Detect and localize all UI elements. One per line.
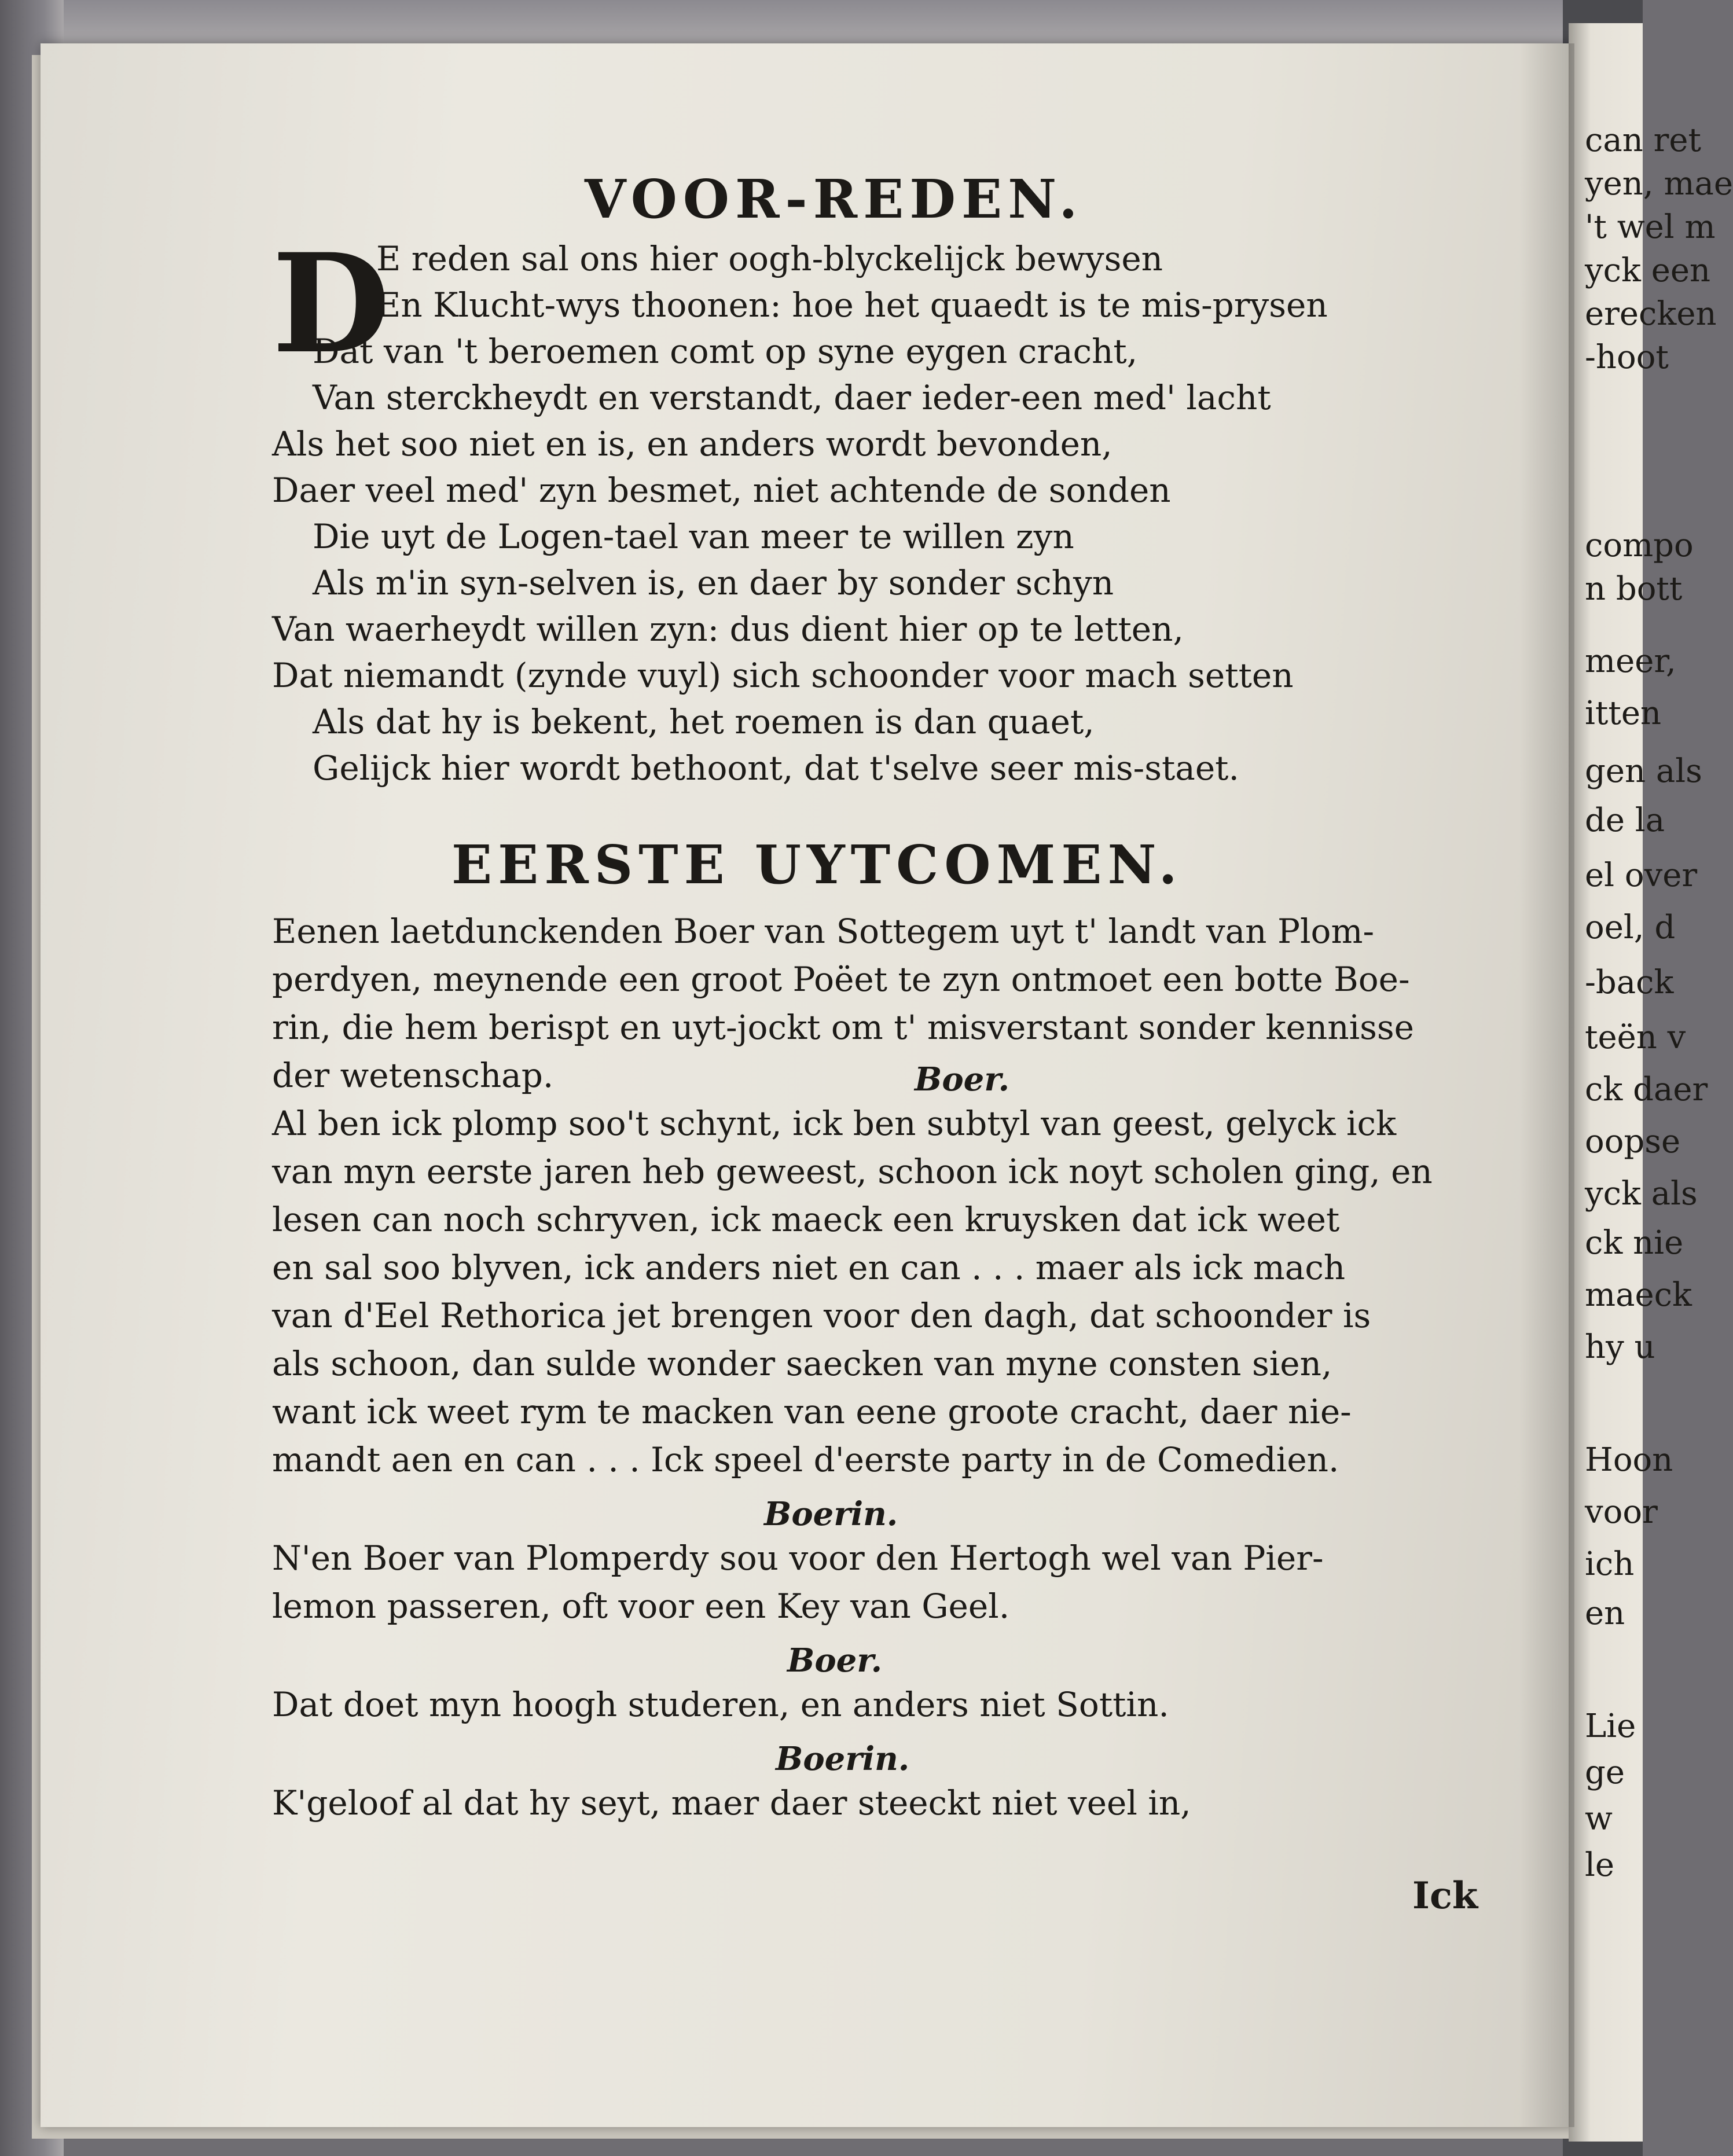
facing-text: 't wel m bbox=[1585, 208, 1716, 246]
verse-line: En Klucht-wys thoonen: hoe het quaedt is te mis-prysen bbox=[376, 285, 1328, 325]
verse-line: Als het soo niet en is, en anders wordt bevonden, bbox=[272, 424, 1113, 464]
preface-heading: VOOR-REDEN. bbox=[585, 168, 1084, 230]
speech-line: Al ben ick plomp soo't schynt, ick ben subtyl van geest, gelyck ick bbox=[272, 1104, 1397, 1143]
facing-text: erecken bbox=[1585, 295, 1717, 333]
verse-line: Als dat hy is bekent, het roemen is dan quaet, bbox=[313, 702, 1095, 741]
catchword: Ick bbox=[1412, 1874, 1478, 1918]
speech-line: K'geloof al dat hy seyt, maer daer steeckt niet veel in, bbox=[272, 1783, 1191, 1823]
scene-heading: EERSTE UYTCOMEN. bbox=[451, 833, 1183, 896]
speech-line: als schoon, dan sulde wonder saecken van myne consten sien, bbox=[272, 1344, 1332, 1383]
speech-line: want ick weet rym te macken van eene groote cracht, daer nie- bbox=[272, 1392, 1352, 1431]
facing-text: oel, d bbox=[1585, 909, 1676, 946]
speech-line: van d'Eel Rethorica jet brengen voor den dagh, dat schoonder is bbox=[272, 1296, 1371, 1335]
verse-line: Als m'in syn-selven is, en daer by sonder schyn bbox=[313, 563, 1114, 603]
facing-text: yck als bbox=[1585, 1175, 1698, 1213]
speech-line: Dat doet myn hoogh studeren, en anders niet Sottin. bbox=[272, 1685, 1169, 1724]
facing-text: Lie bbox=[1585, 1707, 1636, 1745]
facing-text: -hoot bbox=[1585, 339, 1669, 376]
facing-text: oopse bbox=[1585, 1123, 1681, 1160]
facing-text: meer, bbox=[1585, 642, 1676, 680]
summary-line: perdyen, meynende een groot Poëet te zyn ontmoet een botte Boe- bbox=[272, 960, 1410, 999]
verse-line: Van sterckheydt en verstandt, daer ieder-een med' lacht bbox=[313, 378, 1271, 417]
speech-line: van myn eerste jaren heb geweest, schoon ick noyt scholen ging, en bbox=[272, 1152, 1433, 1191]
summary-line: der wetenschap. bbox=[272, 1056, 554, 1095]
speech-line: en sal soo blyven, ick anders niet en can . . . maer als ick mach bbox=[272, 1248, 1346, 1287]
facing-text: itten bbox=[1585, 695, 1662, 732]
facing-text: n bott bbox=[1585, 570, 1683, 608]
verse-line: Dat van 't beroemen comt op syne eygen cracht, bbox=[313, 332, 1138, 371]
facing-text: w bbox=[1585, 1800, 1613, 1838]
facing-text: yck een bbox=[1585, 252, 1711, 289]
verse-line: Daer veel med' zyn besmet, niet achtende de sonden bbox=[272, 471, 1171, 510]
verse-line: Dat niemandt (zynde vuyl) sich schoonder voor mach setten bbox=[272, 656, 1294, 695]
facing-text: Hoon bbox=[1585, 1441, 1673, 1479]
drop-cap: D bbox=[272, 224, 390, 384]
facing-text: voor bbox=[1585, 1493, 1658, 1531]
summary-line: rin, die hem berispt en uyt-jockt om t' misverstant sonder kennisse bbox=[272, 1008, 1414, 1047]
verse-line: Die uyt de Logen-tael van meer te willen zyn bbox=[313, 517, 1074, 556]
speech-line: N'en Boer van Plomperdy sou voor den Hertogh wel van Pier- bbox=[272, 1538, 1324, 1578]
facing-text: maeck bbox=[1585, 1276, 1692, 1314]
facing-text: -back bbox=[1585, 964, 1674, 1001]
facing-text: ck daer bbox=[1585, 1071, 1708, 1108]
facing-text: de la bbox=[1585, 802, 1665, 839]
facing-text: compo bbox=[1585, 527, 1694, 564]
facing-text: hy u bbox=[1585, 1328, 1655, 1366]
facing-text: gen als bbox=[1585, 752, 1702, 790]
facing-text: en bbox=[1585, 1595, 1625, 1632]
facing-text: teën v bbox=[1585, 1019, 1686, 1056]
facing-text: ich bbox=[1585, 1545, 1635, 1583]
speaker-label: Boerin. bbox=[776, 1740, 910, 1778]
speech-line: mandt aen en can . . . Ick speel d'eerste party in de Comedien. bbox=[272, 1440, 1339, 1479]
speaker-label: Boer. bbox=[915, 1060, 1010, 1099]
facing-text: ck nie bbox=[1585, 1224, 1684, 1262]
facing-text: yen, mae bbox=[1585, 165, 1733, 203]
speech-line: lemon passeren, oft voor een Key van Geel. bbox=[272, 1586, 1010, 1626]
facing-text: el over bbox=[1585, 857, 1698, 894]
facing-text: le bbox=[1585, 1846, 1615, 1884]
speaker-label: Boer. bbox=[787, 1641, 883, 1680]
summary-line: Eenen laetdunckenden Boer van Sottegem uyt t' landt van Plom- bbox=[272, 912, 1375, 951]
facing-text: ge bbox=[1585, 1754, 1625, 1791]
speaker-label: Boerin. bbox=[764, 1495, 898, 1533]
verse-line: E reden sal ons hier oogh-blyckelijck bewysen bbox=[376, 239, 1163, 278]
facing-text: can ret bbox=[1585, 122, 1702, 159]
verse-line: Van waerheydt willen zyn: dus dient hier op te letten, bbox=[272, 609, 1184, 649]
verse-line: Gelijck hier wordt bethoont, dat t'selve seer mis-staet. bbox=[313, 748, 1239, 788]
speech-line: lesen can noch schryven, ick maeck een kruysken dat ick weet bbox=[272, 1200, 1340, 1239]
